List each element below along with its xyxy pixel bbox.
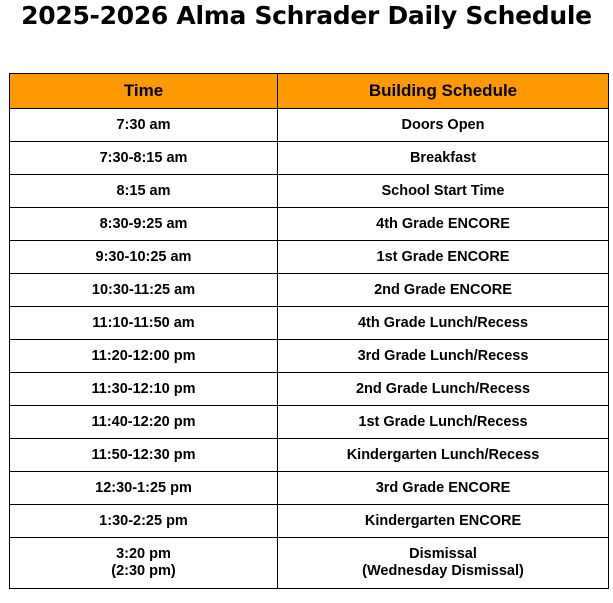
event-cell: 1st Grade ENCORE (278, 241, 609, 274)
time-cell: 11:10-11:50 am (10, 307, 278, 340)
time-cell: 11:20-12:00 pm (10, 340, 278, 373)
table-row (10, 472, 609, 505)
time-cell (10, 538, 278, 589)
event-cell: 3rd Grade ENCORE (278, 472, 609, 505)
event-cell: 4th Grade Lunch/Recess (278, 307, 609, 340)
table-row (10, 439, 609, 472)
time-cell: 11:50-12:30 pm (10, 439, 278, 472)
time-cell: 11:30-12:10 pm (10, 373, 278, 406)
table-row (10, 109, 609, 142)
column-header-building-schedule: Building Schedule (278, 74, 609, 109)
event-cell: 2nd Grade ENCORE (278, 274, 609, 307)
event-cell: 1st Grade Lunch/Recess (278, 406, 609, 439)
event-cell: Kindergarten Lunch/Recess (278, 439, 609, 472)
event-cell (278, 538, 609, 589)
table-row (10, 307, 609, 340)
time-cell: 7:30 am (10, 109, 278, 142)
table-row (10, 142, 609, 175)
table-header-row (10, 74, 609, 109)
time-cell: 10:30-11:25 am (10, 274, 278, 307)
table-row-dismissal (10, 538, 609, 589)
event-cell: Kindergarten ENCORE (278, 505, 609, 538)
time-cell: 11:40-12:20 pm (10, 406, 278, 439)
page-title: 2025-2026 Alma Schrader Daily Schedule (21, 1, 592, 30)
wednesday-dismissal-label: (Wednesday Dismissal) (362, 563, 524, 579)
table-row (10, 274, 609, 307)
event-cell: School Start Time (278, 175, 609, 208)
event-cell: Breakfast (278, 142, 609, 175)
wednesday-dismissal-time: (2:30 pm) (111, 563, 176, 579)
table-row (10, 505, 609, 538)
event-cell: 3rd Grade Lunch/Recess (278, 340, 609, 373)
table-row (10, 208, 609, 241)
dismissal-time: 3:20 pm (116, 546, 171, 562)
time-cell: 1:30-2:25 pm (10, 505, 278, 538)
table-row (10, 340, 609, 373)
table-row (10, 373, 609, 406)
table-row (10, 241, 609, 274)
time-cell: 9:30-10:25 am (10, 241, 278, 274)
time-cell: 8:30-9:25 am (10, 208, 278, 241)
dismissal-label: Dismissal (409, 546, 477, 562)
time-cell: 12:30-1:25 pm (10, 472, 278, 505)
event-cell: 4th Grade ENCORE (278, 208, 609, 241)
event-cell: 2nd Grade Lunch/Recess (278, 373, 609, 406)
time-cell: 7:30-8:15 am (10, 142, 278, 175)
event-cell: Doors Open (278, 109, 609, 142)
time-cell: 8:15 am (10, 175, 278, 208)
schedule-table (9, 73, 609, 589)
table-row (10, 175, 609, 208)
column-header-time: Time (10, 74, 278, 109)
table-row (10, 406, 609, 439)
